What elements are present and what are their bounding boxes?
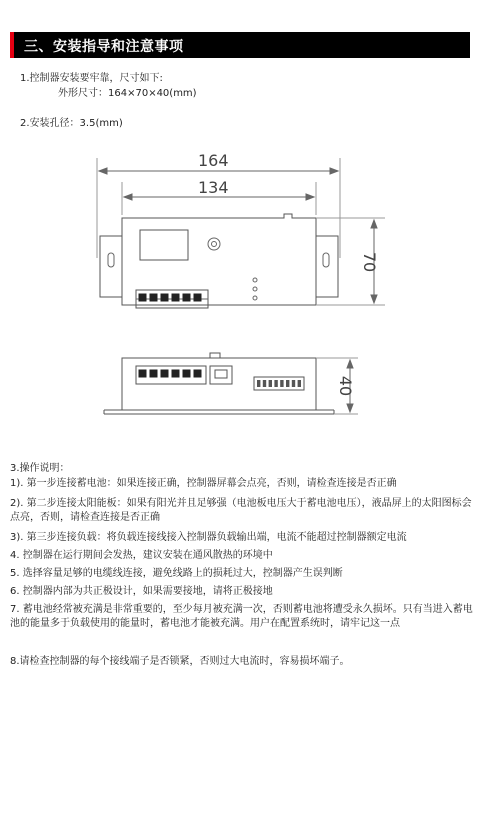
operation-step-2: 2). 第二步连接太阳能板：如果有阳光并且足够强（电池板电压大于蓄电池电压），液晶屏上的太阳图标会点亮，否则，请检查连接是否正确 [10, 498, 472, 523]
operation-step-7: 7. 蓄电池经常被充满是非常重要的，至少每月被充满一次，否则蓄电池将遭受永久损坏。只有当进入蓄电池的能量多于负载使用的能量时，蓄电池才能被充满。用户在配置系统时，请牢记这一点 [10, 604, 473, 629]
install-item-2: 2.安装孔径：3.5(mm) [20, 118, 123, 129]
operation-step-5: 5. 选择容量足够的电缆线连接，避免线路上的损耗过大，控制器产生误判断 [10, 568, 343, 579]
dip-switch [292, 380, 295, 387]
operation-step-6: 6. 控制器内部为共正极设计，如果需要接地，请将正极接地 [10, 586, 273, 597]
dim-body-width: 134 [198, 178, 229, 197]
terminal-screw [183, 294, 190, 301]
dip-switch [257, 380, 260, 387]
terminal-screw [150, 294, 157, 301]
operation-step-3: 3). 第三步连接负载：将负载连接线接入控制器负载输出端，电流不能超过控制器额定电流 [10, 532, 407, 543]
dip-switch [269, 380, 272, 387]
dim-overall-width: 164 [198, 151, 229, 170]
install-item-1: 1.控制器安装要牢靠，尺寸如下: [20, 73, 163, 84]
terminal-screw [161, 370, 168, 377]
dip-switch [263, 380, 266, 387]
terminal-screw [150, 370, 157, 377]
section-title: 三、安装指导和注意事项 [24, 39, 184, 55]
dim-height: 70 [360, 251, 379, 273]
operation-heading: 3.操作说明： [10, 463, 70, 474]
terminal-screw [194, 294, 201, 301]
dip-switch [286, 380, 289, 387]
terminal-screw [161, 294, 168, 301]
terminal-screw [194, 370, 201, 377]
terminal-screw [183, 370, 190, 377]
dip-switch [298, 380, 301, 387]
terminal-screw [172, 370, 179, 377]
install-item-1-size: 外形尺寸：164×70×40(mm) [58, 88, 197, 99]
operation-step-4: 4. 控制器在运行期间会发热，建议安装在通风散热的环境中 [10, 550, 273, 561]
operation-step-8: 8.请检查控制器的每个接线端子是否锁紧，否则过大电流时，容易损坏端子。 [10, 656, 350, 667]
dip-switch [280, 380, 283, 387]
terminal-screw [139, 294, 146, 301]
terminal-screw [172, 294, 179, 301]
dim-depth: 40 [336, 375, 355, 397]
dip-switch [274, 380, 277, 387]
operation-step-1: 1). 第一步连接蓄电池：如果连接正确，控制器屏幕会点亮，否则，请检查连接是否正确 [10, 478, 397, 489]
terminal-screw [139, 370, 146, 377]
